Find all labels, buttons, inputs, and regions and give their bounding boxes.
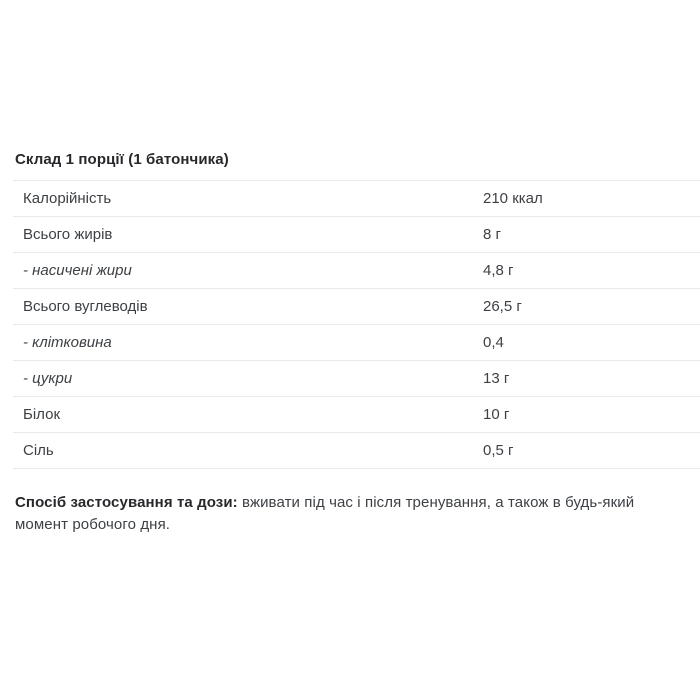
nutrient-value: 0,5 г <box>483 433 700 469</box>
nutrient-label: - цукри <box>13 361 483 397</box>
table-row-salt <box>13 433 700 469</box>
nutrient-label: Сіль <box>13 433 483 469</box>
nutrient-value: 13 г <box>483 361 700 397</box>
nutrient-label: Білок <box>13 397 483 433</box>
nutrient-value: 8 г <box>483 217 700 253</box>
nutrient-value: 4,8 г <box>483 253 700 289</box>
nutrient-label: - клітковина <box>13 325 483 361</box>
nutrient-value: 26,5 г <box>483 289 700 325</box>
nutrient-value: 0,4 <box>483 325 700 361</box>
nutrient-label: Всього вуглеводів <box>13 289 483 325</box>
table-row-total-carbs <box>13 289 700 325</box>
table-row-calories <box>13 181 700 217</box>
table-row-saturated-fat <box>13 253 700 289</box>
nutrient-label: - насичені жири <box>13 253 483 289</box>
table-row-protein <box>13 397 700 433</box>
usage-label: Спосіб застосування та дози: <box>15 494 238 511</box>
nutrient-value: 210 ккал <box>483 181 700 217</box>
table-row-total-fat <box>13 217 700 253</box>
nutrition-table <box>13 180 700 469</box>
table-row-fiber <box>13 325 700 361</box>
section-title: Склад 1 порції (1 батончика) <box>15 151 229 168</box>
nutrient-label: Всього жирів <box>13 217 483 253</box>
usage-paragraph <box>15 492 687 536</box>
nutrient-value: 10 г <box>483 397 700 433</box>
table-row-sugars <box>13 361 700 397</box>
usage-text: вживати під час і після тренування, а також в будь-який момент робочого дня. <box>15 494 635 533</box>
nutrient-label: Калорійність <box>13 181 483 217</box>
